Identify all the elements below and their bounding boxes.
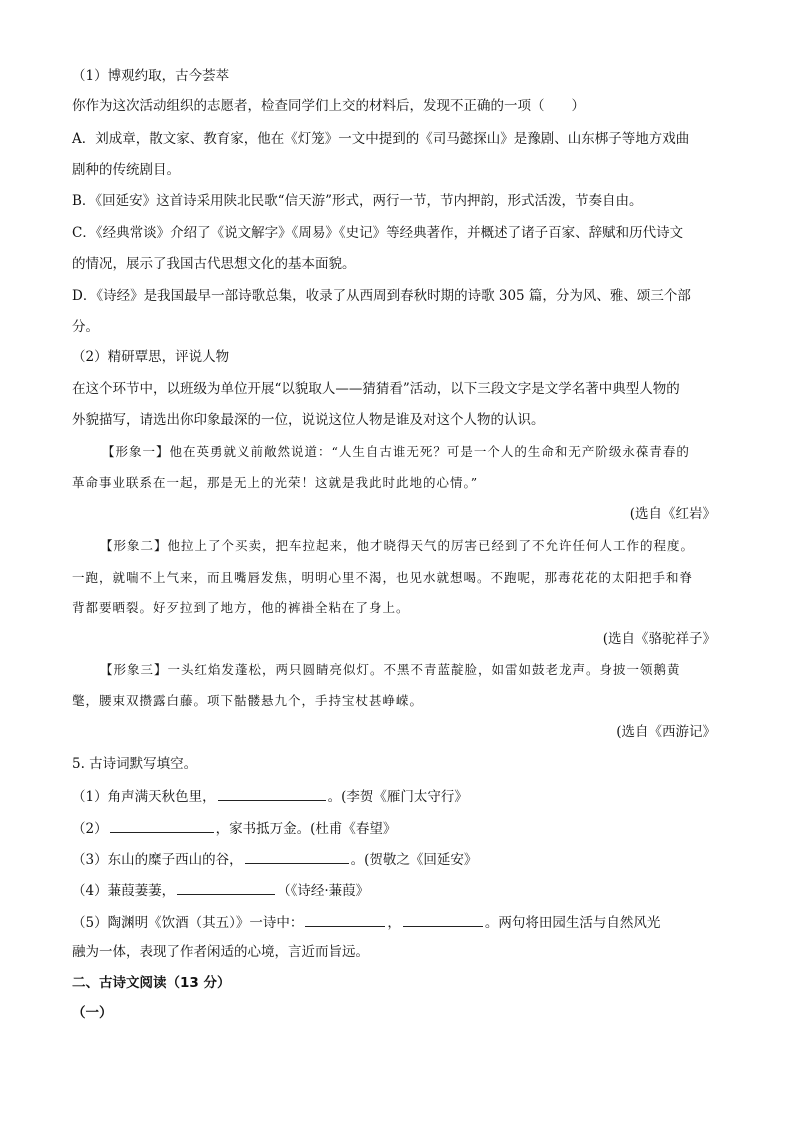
answer-blank[interactable]: [403, 912, 483, 927]
answer-blank[interactable]: [245, 849, 349, 864]
q5-item2-label: （2）: [72, 821, 108, 837]
image1-line2: 革命事业联系在一起，那是无上的光荣！这就是我此时此地的心情。”: [72, 475, 479, 490]
q5-item4: [72, 880, 722, 900]
section2-title: 二、古诗文阅读（13 分）: [72, 975, 231, 991]
q5-item4-text: （4）蒹葭萋萋，: [72, 883, 176, 899]
section2-subtitle: （一）: [72, 1005, 113, 1021]
q5-item2: [72, 818, 722, 838]
q5-item5-text: （5）陶渊明《饮酒（其五）》一诗中：: [72, 915, 304, 931]
answer-blank[interactable]: [218, 786, 326, 801]
option-c-line1: C．《经典常谈》介绍了《说文解字》《周易》《史记》等经典著作，并概述了诸子百家、辞赋和历代诗文: [72, 225, 684, 241]
q5-item5-comma: ，: [387, 915, 401, 931]
question-stem: 你作为这次活动组织的志愿者，检查同学们上交的材料后，发现不正确的一项（ ）: [72, 98, 585, 114]
part1-title: （1）博观约取，古今荟萃: [72, 68, 230, 84]
part2-text-line2: 外貌描写，请选出你印象最深的一位，说说这位人物是谁及对这个人物的认识。: [72, 412, 545, 428]
q5-item5-line1: [72, 912, 722, 932]
option-b: B．《回延安》这首诗采用陕北民歌“信天游”形式，两行一节，节内押韵，形式活泼，节奏自由。: [72, 193, 643, 209]
option-a-line1: A．刘成章，散文家、教育家，他在《灯笼》一文中提到的《司马懿探山》是豫剧、山东梆子等地方戏曲: [72, 131, 690, 147]
image2-line3: 背都要晒裂。好歹拉到了地方，他的裤褂全粘在了身上。: [72, 600, 410, 615]
image2-line1: 【形象二】他拉上了个买卖，把车拉起来，他才晓得天气的厉害已经到了不允许任何人工作的程度。: [100, 538, 695, 553]
q5-item1: [72, 786, 722, 806]
option-d-line2: 分。: [72, 319, 99, 335]
image2-source: (选自《骆驼祥子》: [602, 631, 716, 647]
q5-item1-source: 。(李贺《雁门太守行》: [327, 789, 468, 805]
q5-item4-source: （《诗经·蒹葭》: [277, 883, 370, 899]
image2-line2: 一跑，就喘不上气来，而且嘴唇发焦，明明心里不渴，也见水就想喝。不跑呢，那毒花花的太阳把手和脊: [72, 570, 694, 585]
option-c-line2: 的情况，展示了我国古代思想文化的基本面貌。: [72, 256, 356, 272]
answer-blank[interactable]: [177, 880, 275, 895]
q5-title: 5. 古诗词默写填空。: [72, 756, 198, 772]
q5-item3-source: 。(贺敬之《回延安》: [350, 852, 478, 868]
answer-blank[interactable]: [305, 912, 385, 927]
q5-item2-text: ，家书抵万金。(杜甫《春望》: [215, 821, 397, 837]
image3-source: (选自《西游记》: [616, 724, 716, 740]
q5-item5-text-end: 。两句将田园生活与自然风光: [484, 915, 661, 931]
part2-title: （2）精研覃思，评说人物: [72, 349, 230, 365]
image3-line1: 【形象三】一头红焰发蓬松，两只圆睛亮似灯。不黑不青蓝靛脸，如雷如鼓老龙声。身披一领鹅黄: [100, 662, 681, 677]
image1-source: (选自《红岩》: [629, 506, 716, 522]
q5-item3: [72, 849, 722, 869]
option-a-line2: 剧种的传统剧目。: [72, 162, 180, 178]
part2-text-line1: 在这个环节中，以班级为单位开展“以貌取人——猜猜看”活动，以下三段文字是文学名著中典型人物的: [72, 381, 680, 397]
q5-item5-line2: 融为一体，表现了作者闲适的心境，言近而旨远。: [72, 944, 369, 960]
q5-item3-text: （3）东山的糜子西山的谷，: [72, 852, 243, 868]
q5-item1-text: （1）角声满天秋色里，: [72, 789, 216, 805]
image3-line2: 氅，腰束双攒露白藤。项下骷髅悬九个，手持宝杖甚峥嵘。: [72, 693, 424, 708]
image1-line1: 【形象一】他在英勇就义前敞然说道：“人生自古谁无死？可是一个人的生命和无产阶级永葆青春的: [102, 444, 690, 459]
answer-blank[interactable]: [110, 818, 214, 833]
option-d-line1: D．《诗经》是我国最早一部诗歌总集，收录了从西周到春秋时期的诗歌 305 篇，分为风、雅、颂三个部: [72, 288, 691, 304]
